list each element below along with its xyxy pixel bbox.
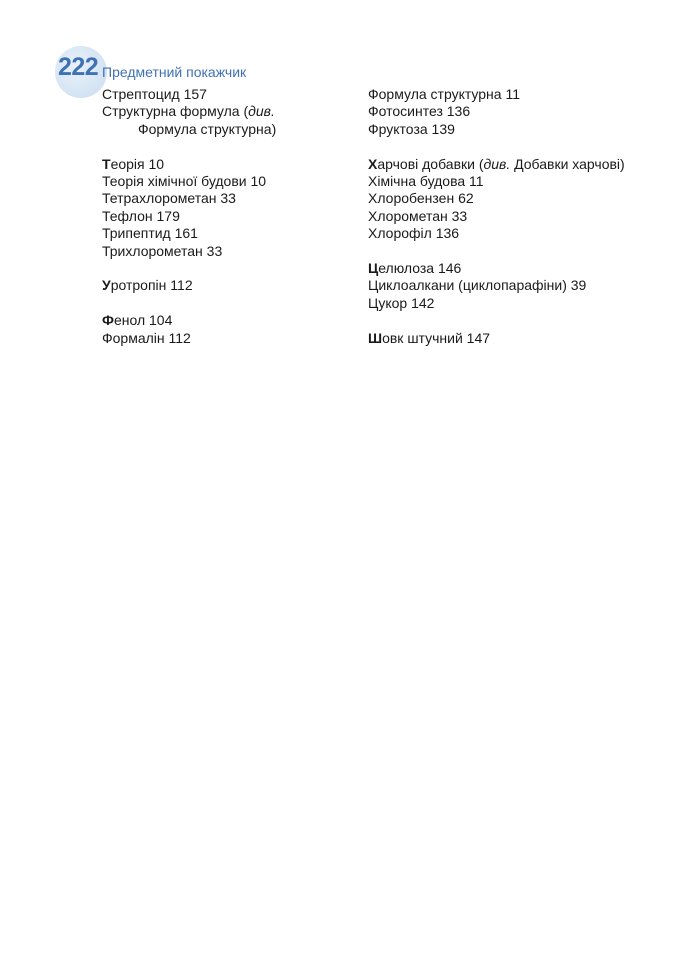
index-entry: Тетрахлорометан 33: [102, 190, 236, 207]
index-entry: Трипептид 161: [102, 225, 198, 242]
index-entry: Уротропін 112: [102, 277, 193, 294]
index-entry: Структурна формула (див.: [102, 103, 275, 120]
index-column-right: [368, 86, 678, 347]
index-entry: Хлорометан 33: [368, 207, 468, 224]
index-entry: Тефлон 179: [102, 207, 180, 224]
page-number: 222: [58, 53, 99, 81]
index-entry: Фенол 104: [102, 312, 173, 329]
index-entry: Циклоалкани (циклопарафіни) 39: [368, 277, 587, 294]
index-entry: Формалін 112: [102, 329, 191, 346]
index-entry: Стрептоцид 157: [102, 86, 207, 102]
index-entry: Теорія хімічної будови 10: [102, 173, 267, 190]
index-entry: Фруктоза 139: [368, 120, 455, 137]
index-entry: Цукор 142: [368, 294, 435, 311]
index-entry: Целюлоза 146: [368, 260, 462, 277]
index-entry: Хлоробензен 62: [368, 190, 474, 207]
index-entry: Хімічна будова 11: [368, 173, 484, 190]
section-title: Предметний покажчик: [102, 64, 247, 80]
index-column-left: [102, 86, 352, 347]
index-entry-continuation: Формула структурна): [138, 120, 277, 137]
index-entry: Хлорофіл 136: [368, 225, 460, 242]
index-entry: Трихлорометан 33: [102, 242, 223, 259]
index-entry: Формула структурна 11: [368, 86, 520, 102]
index-entry: Шовк штучний 147: [368, 329, 491, 346]
index-entry: Теорія 10: [102, 155, 165, 172]
index-entry: Фотосинтез 136: [368, 103, 471, 120]
index-entry: Харчові добавки (див. Добавки харчові): [368, 155, 625, 172]
